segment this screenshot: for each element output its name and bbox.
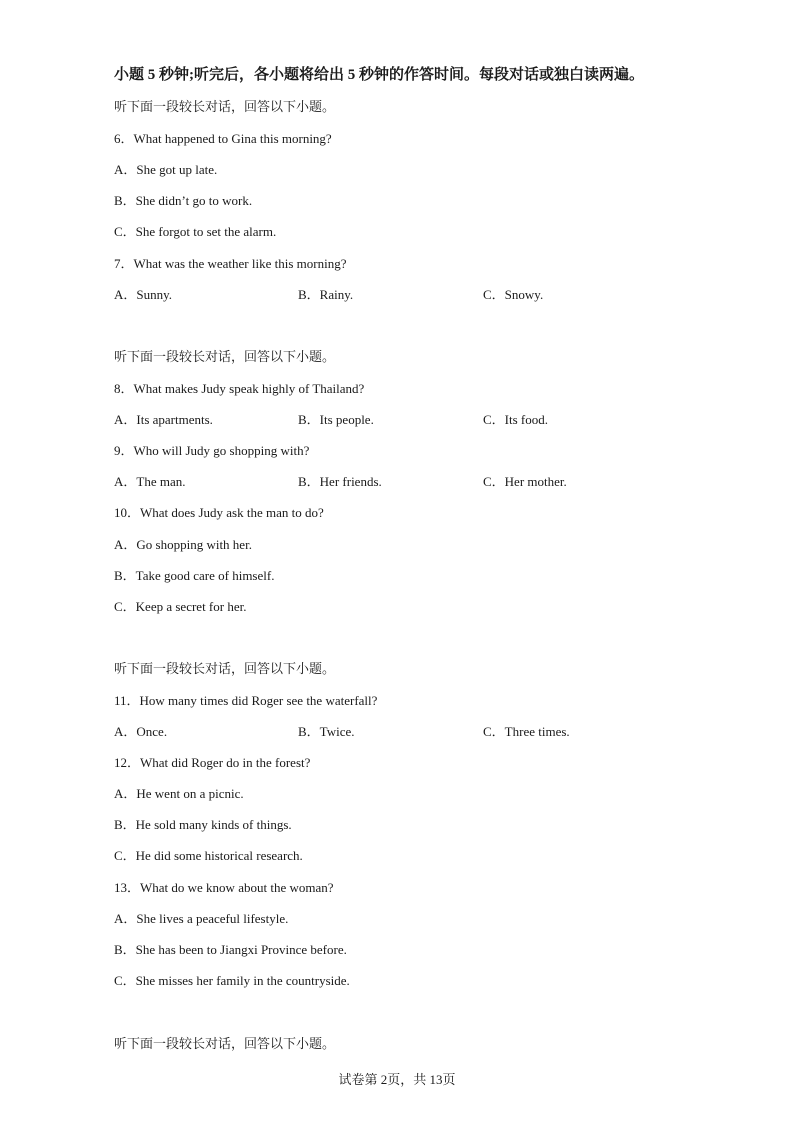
answer-option: C．She misses her family in the countryside. — [114, 973, 350, 988]
answer-option: B．He sold many kinds of things. — [114, 817, 292, 832]
question-stem: 12．What did Roger do in the forest? — [114, 755, 311, 770]
answer-option: A．Its apartments. — [114, 412, 213, 427]
section-header-instruction: 小题 5 秒钟;听完后，各小题将给出 5 秒钟的作答时间。每段对话或独白读两遍。 — [114, 67, 644, 83]
page-footer: 试卷第 2页，共 13页 — [338, 1072, 456, 1087]
question-stem: 7．What was the weather like this morning? — [114, 256, 347, 271]
answer-option: A．Go shopping with her. — [114, 537, 252, 552]
answer-option: B．Rainy. — [298, 287, 354, 302]
answer-option: B．She has been to Jiangxi Province before. — [114, 942, 347, 957]
answer-option: C．Its food. — [483, 412, 549, 427]
answer-option: A．She got up late. — [114, 162, 218, 177]
answer-option: B．Twice. — [298, 724, 355, 739]
question-stem: 11．How many times did Roger see the waterfall? — [114, 693, 378, 708]
answer-option: C．She forgot to set the alarm. — [114, 224, 277, 239]
answer-option: A．Sunny. — [114, 287, 173, 302]
section-instruction: 听下面一段较长对话，回答以下小题。 — [114, 349, 336, 364]
question-stem: 8．What makes Judy speak highly of Thailand? — [114, 381, 365, 396]
answer-option: B．Her friends. — [298, 474, 382, 489]
question-stem: 10．What does Judy ask the man to do? — [114, 505, 324, 520]
question-stem: 9．Who will Judy go shopping with? — [114, 443, 310, 458]
section-instruction: 听下面一段较长对话，回答以下小题。 — [114, 99, 336, 114]
answer-option: A．The man. — [114, 474, 186, 489]
answer-option: C．He did some historical research. — [114, 848, 303, 863]
section-instruction: 听下面一段较长对话，回答以下小题。 — [114, 1036, 336, 1051]
answer-option: B．Take good care of himself. — [114, 568, 275, 583]
answer-option: A．She lives a peaceful lifestyle. — [114, 911, 289, 926]
answer-option: B．She didn’t go to work. — [114, 193, 253, 208]
answer-option: B．Its people. — [298, 412, 374, 427]
question-stem: 6．What happened to Gina this morning? — [114, 131, 332, 146]
answer-option: C．Three times. — [483, 724, 570, 739]
section-instruction: 听下面一段较长对话，回答以下小题。 — [114, 661, 336, 676]
answer-option: A．He went on a picnic. — [114, 786, 244, 801]
question-stem: 13．What do we know about the woman? — [114, 880, 334, 895]
answer-option: C．Snowy. — [483, 287, 544, 302]
answer-option: C．Keep a secret for her. — [114, 599, 247, 614]
answer-option: C．Her mother. — [483, 474, 567, 489]
answer-option: A．Once. — [114, 724, 168, 739]
